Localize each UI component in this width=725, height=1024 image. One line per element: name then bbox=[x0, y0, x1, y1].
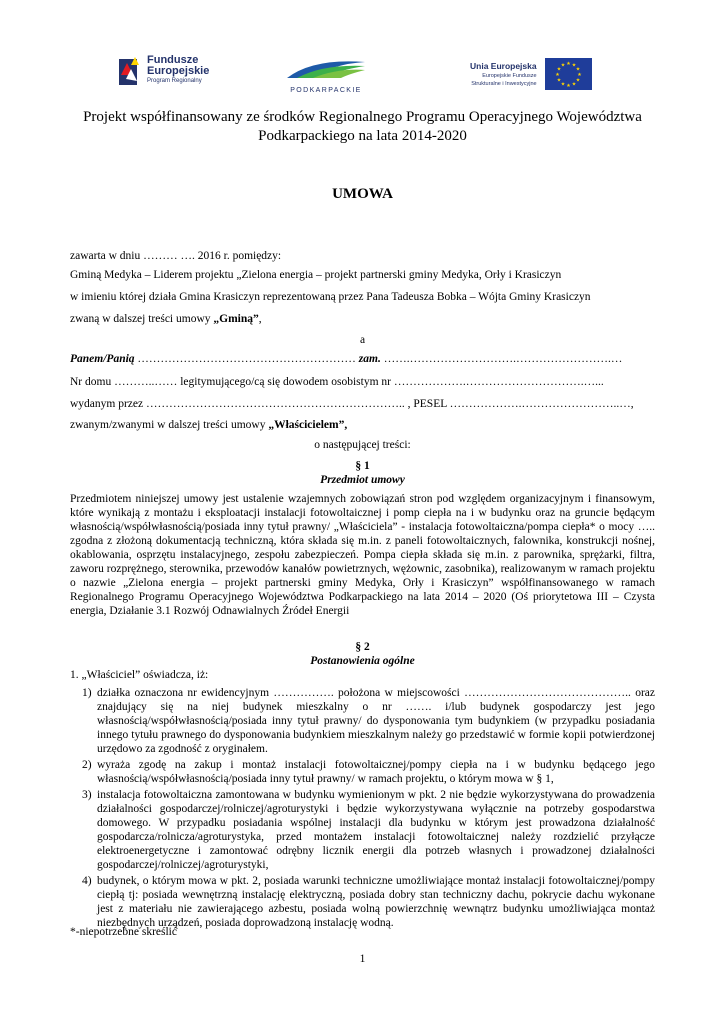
fe-line3: Program Regionalny bbox=[147, 78, 202, 84]
item-text: działka oznaczona nr ewidencyjnym ……………. położona w miejscowości …………………………………….. oraz znajdujący się na niej budynek mieszkalny o nr ……. i/lub budynek gospodarczy jest jego własnością/współwłasnością/posiada inny tytuł prawny/ do dysponowania tym budynkiem (w przypadku posiadania innego tytułu prawnego do dysponowania budynkiem mieszkalnym należy go przedstawić w formie kopii potwierdzonej urzędowo za zgodność z oryginałem. bbox=[97, 687, 655, 755]
section1-number: § 1 bbox=[355, 460, 370, 472]
address-label: zam. bbox=[358, 353, 381, 365]
called-commune-line bbox=[70, 312, 262, 326]
section2-items bbox=[82, 686, 655, 930]
party-line bbox=[70, 352, 622, 366]
address-dots: …….……………………….…………………….… bbox=[380, 353, 623, 365]
item-number: 3) bbox=[82, 789, 92, 801]
svg-text:★: ★ bbox=[575, 66, 580, 73]
project-header bbox=[60, 108, 665, 146]
fe-star-icon bbox=[117, 55, 141, 87]
svg-text:★: ★ bbox=[554, 72, 560, 78]
fe-line2: Europejskie bbox=[147, 65, 210, 77]
list-item bbox=[82, 758, 655, 786]
podkarpackie-label: PODKARPACKIE bbox=[290, 87, 362, 94]
svg-text:★: ★ bbox=[560, 62, 565, 69]
section1-text: Przedmiotem niniejszej umowy jest ustalenie wzajemnych zobowiązań stron pod względem organizacyjnym i finansowym, które wynikają z montażu i eksploatacji instalacji fotowoltaicznej i pomp ciepła na i w budynku oraz na gruncie będącym własnością/współwłasnością/posiada inny tytuł prawny/ „Właściciela” - instalacja fotowoltaiczna/pompa ciepła* o mocy ….. zgodna z złożoną dokumentacją techniczną, która składa się m.in. z paneli fotowoltaicznych, falownika, konstrukcji nośnej, okablowania, osprzętu instalacyjnego, zespołu zabezpieczeń. Pompa ciepła składa się m.in. z parownika, sprężarki, filtra, zaworu rozprężnego, sterownika, przewodów kanałów powietrznych, wężownic, zasobnika), realizowanym w ramach projektu o nazwie „Zielona energia – projekt partnerski gminy Medyka, Orły i Krasiczyn” współfinansowanego w ramach Regionalnego Programu Operacyjnego Województwa Podkarpackiego na lata 2014 – 2020 (Oś priorytetowa III – Czysta energia, Działanie 3.1 Rozwój Odnawialnych Źródeł Energii bbox=[70, 493, 655, 617]
called-bold: „Gminą” bbox=[213, 313, 259, 325]
party-label: Panem/Panią bbox=[70, 353, 135, 365]
svg-text:★: ★ bbox=[565, 83, 571, 89]
header-line1: Projekt współfinansowany ze środków Regionalnego Programu Operacyjnego Województwa bbox=[83, 109, 642, 125]
svg-text:★: ★ bbox=[571, 62, 576, 69]
item-text: instalacja fotowoltaiczna zamontowana w budynku wymienionym w pkt. 2 nie będzie wykorzystywana do prowadzenia działalności gospodarczej/rolniczej/agroturystyki i będzie wykorzystywana wyłącznie na potrzeby gospodarstwa domowego. W przypadku posiadania wspólnej instalacji dla budynku w którym jest prowadzona działalność gospodarcza/rolnicza/agroturystyka, przed montażem instalacji fotowoltaicznej należy rozdzielić przyłącze elektroenergetyczne i zamontować odrębny licznik energii dla potrzeb własnych i prowadzonej działalności gospodarczej/rolniczej/agroturystyki, bbox=[97, 789, 655, 871]
logo-bar bbox=[0, 50, 725, 100]
podkarpackie-mountains-icon bbox=[283, 56, 369, 80]
document-title: UMOWA bbox=[332, 186, 393, 202]
section2-lead: 1. „Właściciel” oświadcza, iż: bbox=[70, 669, 209, 681]
item-text: wyraża zgodę na zakup i montaż instalacji fotowoltaicznej/pompy ciepła na i w budynku będącego jego własnością/współwłasnością/posiada inny tytuł prawny/ w ramach projektu, o którym mowa w § 1, bbox=[97, 759, 655, 785]
party-dots: ………………………………………………… bbox=[134, 353, 359, 365]
commune-line: Gminą Medyka – Liderem projektu „Zielona energia – projekt partnerski gminy Medyka, Orły i Krasiczyn bbox=[70, 269, 562, 281]
svg-text:★: ★ bbox=[556, 77, 561, 84]
ue-line2: Europejskie Fundusze bbox=[482, 72, 537, 79]
owner-line bbox=[70, 418, 347, 432]
called-suffix: , bbox=[258, 313, 262, 325]
svg-text:★: ★ bbox=[556, 66, 561, 73]
item-number: 2) bbox=[82, 759, 92, 771]
svg-text:★: ★ bbox=[575, 77, 580, 84]
fe-line1: Fundusze bbox=[147, 54, 199, 66]
section1-heading: Przedmiot umowy bbox=[320, 474, 405, 486]
following-line: o następującej treści: bbox=[314, 439, 411, 451]
eu-flag-icon bbox=[545, 58, 592, 90]
owner-bold: „Właścicielem”, bbox=[268, 419, 348, 431]
section2-heading: Postanowienia ogólne bbox=[310, 655, 415, 667]
item-number: 1) bbox=[82, 687, 92, 699]
svg-text:★: ★ bbox=[560, 81, 565, 88]
owner-prefix: zwanym/zwanymi w dalszej treści umowy bbox=[70, 419, 269, 431]
item-text: budynek, o którym mowa w pkt. 2, posiada warunki techniczne umożliwiające montaż instalacji fotowoltaicznej/pompy ciepłą tj: posiada wewnętrzną instalację elektryczną, posiada dobry stan techniczny dachu, pokrycie dachu wykonane jest z materiału nie zawierającego azbestu, posiada wolną powierzchnię wewnątrz budynku umożliwiająca montaż niezbędnych urządzeń, posiada doprowadzoną instalację wodną. bbox=[97, 875, 655, 929]
and-word: a bbox=[359, 334, 366, 346]
section2-number: § 2 bbox=[355, 641, 370, 653]
svg-text:★: ★ bbox=[576, 72, 582, 78]
list-item bbox=[82, 788, 655, 872]
ue-line3: Strukturalne i Inwestycyjne bbox=[471, 80, 537, 87]
svg-text:★: ★ bbox=[565, 61, 571, 67]
concluded-line: zawarta w dniu ……… …. 2016 r. pomiędzy: bbox=[70, 250, 282, 262]
list-item bbox=[82, 874, 655, 930]
footnote: *-niepotrzebne skreślić bbox=[70, 926, 177, 938]
list-item bbox=[82, 686, 655, 756]
podkarpackie-logo bbox=[283, 56, 369, 94]
svg-text:★: ★ bbox=[571, 81, 576, 88]
ue-line1: Unia Europejska bbox=[470, 60, 537, 71]
house-line: Nr domu ………..…… legitymującego/cą się dowodem osobistym nr ……………….………………………….…... bbox=[70, 376, 604, 388]
page-number: 1 bbox=[359, 953, 366, 965]
unia-europejska-logo bbox=[470, 58, 592, 90]
fundusze-europejskie-logo bbox=[117, 55, 209, 87]
called-prefix: zwaną w dalszej treści umowy bbox=[70, 313, 214, 325]
header-line2: Podkarpackiego na lata 2014-2020 bbox=[258, 128, 467, 144]
on-behalf-line: w imieniu której działa Gmina Krasiczyn reprezentowaną przez Pana Tadeusza Bobka – Wójta Gminy Krasiczyn bbox=[70, 291, 591, 303]
issued-line: wydanym przez ………………………………………………………….. , PESEL ……………….……………………..…, bbox=[70, 398, 634, 410]
item-number: 4) bbox=[82, 875, 92, 887]
